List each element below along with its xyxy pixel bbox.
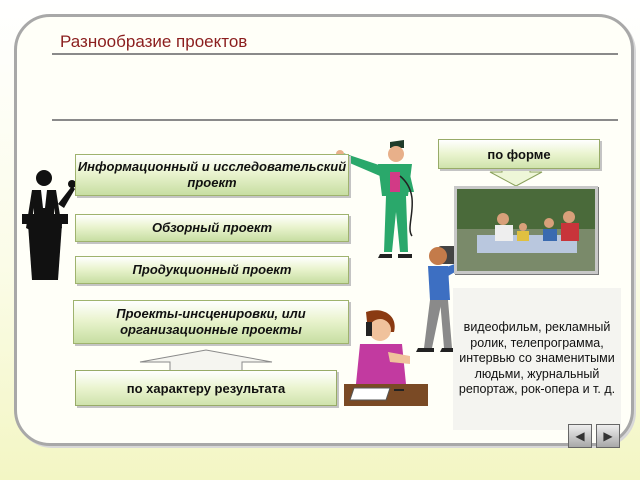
- title-underline: [52, 53, 618, 55]
- divider-line: [52, 119, 618, 121]
- prev-slide-button[interactable]: [568, 424, 592, 448]
- form-examples-text: видеофильм, рекламный ролик, телепрограмма, интервью со знаменитыми людьми, журнальный репортаж, рок-опера и т. д.: [453, 288, 621, 430]
- family-photo-image: [457, 189, 595, 271]
- project-type-info-research[interactable]: Информационный и исследовательский проект: [75, 154, 349, 196]
- project-type-staging[interactable]: Проекты-инсценировки, или организационные проекты: [73, 300, 349, 344]
- woman-on-phone-icon: [344, 308, 428, 406]
- next-slide-button[interactable]: [596, 424, 620, 448]
- family-photo: [454, 186, 598, 274]
- up-arrow-icon: [140, 350, 272, 372]
- by-result-button[interactable]: по характеру результата: [75, 370, 337, 406]
- arrow-right-icon: ▶: [603, 429, 613, 443]
- project-type-production[interactable]: Продукционный проект: [75, 256, 349, 284]
- by-form-button[interactable]: по форме: [438, 139, 600, 169]
- speaker-at-podium-icon: [18, 168, 78, 286]
- arrow-left-icon: ◀: [575, 429, 585, 443]
- project-type-review[interactable]: Обзорный проект: [75, 214, 349, 242]
- slide-title: Разнообразие проектов: [60, 32, 248, 51]
- down-arrow-icon: [490, 166, 542, 186]
